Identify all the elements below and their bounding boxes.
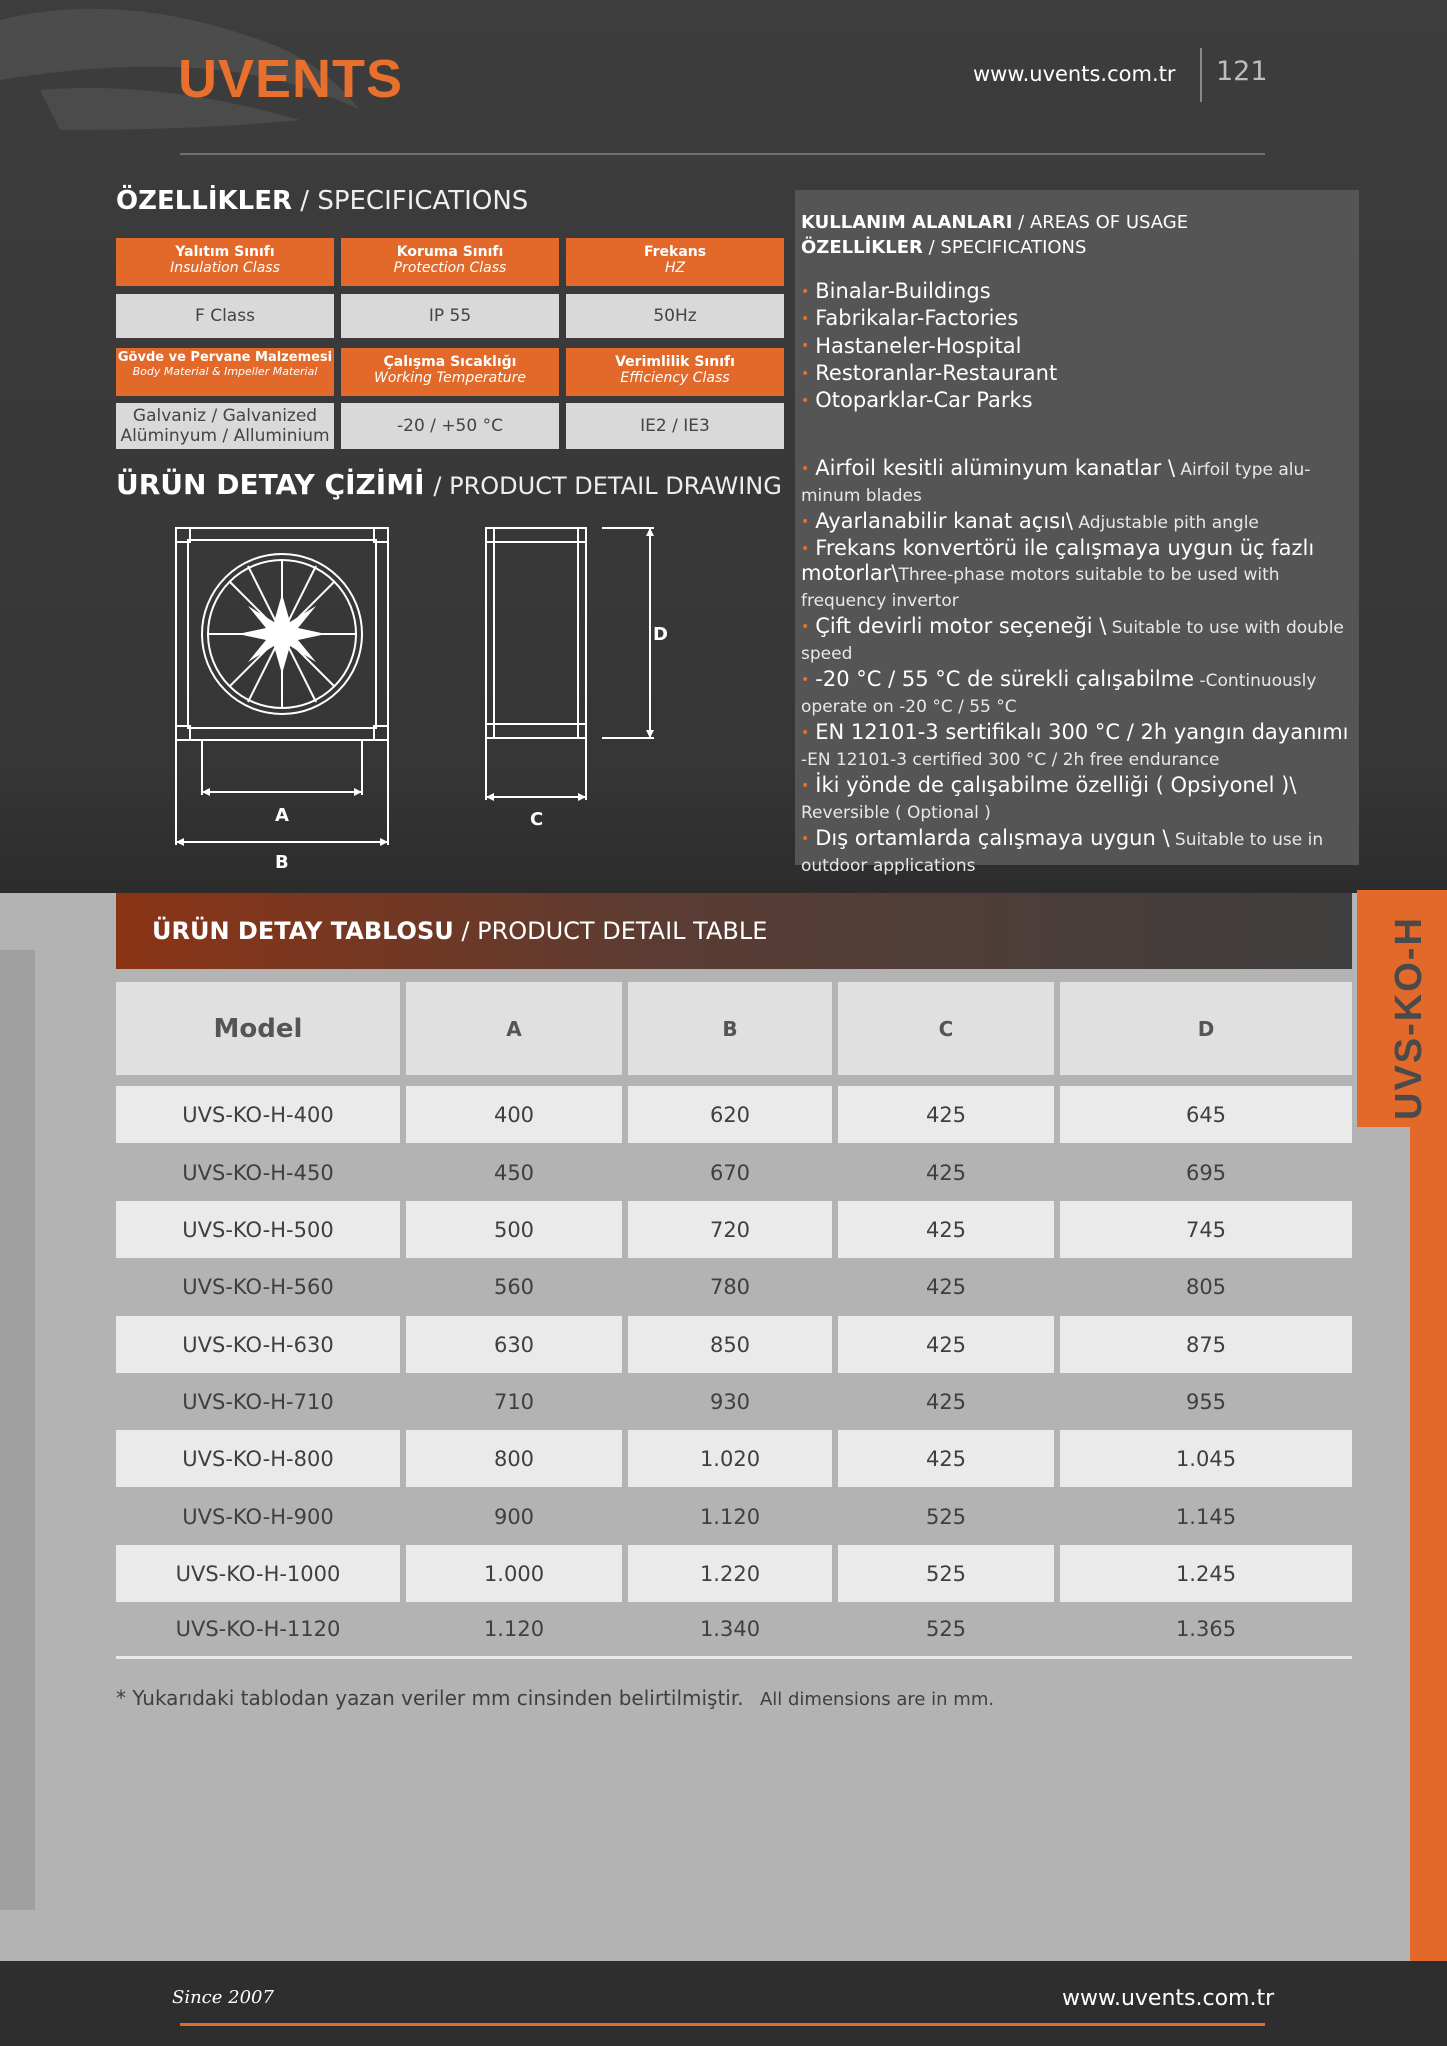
table-cell-a: 1.120 — [483, 1617, 545, 1641]
table-cell-b: 780 — [709, 1275, 751, 1299]
table-cell-model: UVS-KO-H-800 — [116, 1430, 400, 1487]
table-cell-b: 670 — [709, 1161, 751, 1185]
spec-header-protection — [341, 238, 559, 286]
dim-label-b: B — [275, 852, 289, 873]
side-tab-label: UVS-KO-H — [1388, 916, 1430, 1120]
drawing-title-en: / PRODUCT DETAIL DRAWING — [433, 472, 782, 500]
feature-tr: EN 12101-3 sertifikalı 300 °C / 2h yangın dayanımı — [815, 720, 1349, 745]
table-cell-a: 450 — [493, 1161, 535, 1185]
spec-value-efficiency: IE2 / IE3 — [566, 403, 784, 449]
spec-header-tr: Koruma Sınıfı — [396, 244, 504, 260]
table-cell-a: 710 — [493, 1390, 535, 1414]
dim-label-a: A — [275, 805, 289, 826]
feature-en: -EN 12101-3 certified 300 °C / 2h free endurance — [801, 750, 1220, 771]
table-cell-d: 1.045 — [1060, 1430, 1352, 1487]
table-header-model: Model — [116, 982, 400, 1075]
feature-tr: Ayarlanabilir kanat açısı\ — [815, 509, 1074, 534]
bullet-icon: • — [801, 365, 810, 382]
table-cell-b: 930 — [709, 1390, 751, 1414]
table-cell-c: 425 — [838, 1086, 1054, 1143]
feature-en: Adjustable pith angle — [1073, 513, 1259, 534]
feature-en: -Continuously operate on -20 °C / 55 °C — [801, 671, 1317, 718]
spec-header-insulation — [116, 238, 334, 286]
bullet-icon: • — [801, 619, 810, 636]
table-bottom-rule — [116, 1656, 1352, 1659]
table-cell-d: 695 — [1185, 1161, 1227, 1185]
list-item — [801, 387, 1353, 414]
specs-title — [116, 186, 528, 216]
table-cell-c: 425 — [838, 1316, 1054, 1373]
table-cell-d: 1.245 — [1060, 1545, 1352, 1602]
feature-en: Three-phase motors suitable to be used with frequency invertor — [801, 565, 1280, 612]
table-cell-b: 720 — [628, 1201, 832, 1258]
spec-header-efficiency — [566, 348, 784, 396]
usage-area: Hastaneler-Hospital — [815, 333, 1022, 358]
feature-tr: -20 °C / 55 °C de sürekli çalışabilme — [815, 667, 1195, 692]
table-cell-c: 525 — [925, 1505, 967, 1529]
table-cell-model: UVS-KO-H-450 — [182, 1161, 334, 1185]
bullet-icon: • — [801, 392, 810, 409]
table-cell-d: 745 — [1060, 1201, 1352, 1258]
table-cell-model: UVS-KO-H-710 — [182, 1390, 334, 1414]
usage-area: Otoparklar-Car Parks — [815, 388, 1033, 412]
spec-header-tr: Yalıtım Sınıfı — [175, 244, 275, 260]
brand-logo[interactable]: UVENTS — [178, 49, 404, 109]
table-cell-b: 1.220 — [628, 1545, 832, 1602]
list-item — [801, 720, 1353, 772]
header-divider — [1200, 48, 1202, 102]
table-cell-b: 1.120 — [699, 1505, 761, 1529]
table-cell-d: 1.365 — [1175, 1617, 1237, 1641]
bullet-icon: • — [801, 778, 810, 795]
table-note — [116, 1686, 994, 1710]
table-cell-d: 955 — [1185, 1390, 1227, 1414]
table-cell-d: 645 — [1060, 1086, 1352, 1143]
bullet-icon: • — [801, 461, 810, 478]
list-item — [801, 360, 1353, 387]
table-cell-a: 800 — [406, 1430, 622, 1487]
footer-rule — [180, 2023, 1265, 2026]
feature-en: Reversible ( Optional ) — [801, 803, 991, 824]
spec-header-tr: Gövde ve Pervane Malzemesi — [117, 350, 333, 365]
table-cell-model: UVS-KO-H-400 — [116, 1086, 400, 1143]
table-cell-b: 1.020 — [628, 1430, 832, 1487]
specs-title-en: / SPECIFICATIONS — [300, 186, 529, 216]
table-cell-a: 900 — [493, 1505, 535, 1529]
list-item — [801, 614, 1353, 666]
usage-area: Fabrikalar-Factories — [815, 306, 1019, 331]
table-title-en: / PRODUCT DETAIL TABLE — [461, 917, 768, 945]
bullet-icon: • — [801, 514, 810, 531]
dim-label-d: D — [653, 624, 668, 645]
spec-header-en: Body Material & Impeller Material — [132, 365, 318, 378]
table-cell-c: 425 — [925, 1390, 967, 1414]
feature-tr: Airfoil kesitli alüminyum kanatlar \ — [815, 456, 1176, 481]
list-item — [801, 305, 1353, 332]
table-cell-d: 1.145 — [1175, 1505, 1237, 1529]
table-title-banner — [116, 893, 1352, 969]
table-header-a: A — [406, 982, 622, 1075]
spec-header-en: HZ — [664, 260, 686, 276]
drawing-title-tr: ÜRÜN DETAY ÇİZİMİ — [116, 468, 425, 501]
table-cell-a: 560 — [493, 1275, 535, 1299]
header-website-link[interactable]: www.uvents.com.tr — [973, 62, 1176, 86]
table-cell-d: 875 — [1060, 1316, 1352, 1373]
table-header-c: C — [838, 982, 1054, 1075]
table-cell-c: 425 — [838, 1430, 1054, 1487]
table-cell-a: 1.000 — [406, 1545, 622, 1602]
spec-header-frequency — [566, 238, 784, 286]
table-cell-model: UVS-KO-H-1120 — [175, 1617, 341, 1641]
table-cell-b: 1.340 — [699, 1617, 761, 1641]
table-note-tr: * Yukarıdaki tablodan yazan veriler mm cinsinden belirtilmiştir. — [116, 1686, 744, 1710]
list-item — [801, 456, 1353, 508]
usage-subheading-tr: ÖZELLİKLER — [801, 237, 923, 258]
table-cell-c: 525 — [838, 1545, 1054, 1602]
bullet-icon: • — [801, 725, 810, 742]
list-item — [801, 667, 1353, 719]
bullet-icon: • — [801, 541, 810, 558]
bullet-icon: • — [801, 338, 810, 355]
usage-areas-list — [801, 278, 1353, 414]
list-item — [801, 509, 1353, 535]
spec-header-en: Protection Class — [393, 260, 507, 276]
table-cell-model: UVS-KO-H-630 — [116, 1316, 400, 1373]
usage-heading — [801, 210, 1353, 235]
specs-title-tr: ÖZELLİKLER — [116, 186, 293, 216]
spec-header-en: Working Temperature — [373, 370, 526, 386]
side-frame — [486, 528, 586, 738]
list-item — [801, 826, 1353, 878]
table-cell-b: 850 — [628, 1316, 832, 1373]
dim-label-c: C — [530, 809, 544, 830]
spec-value-frequency: 50Hz — [566, 294, 784, 338]
table-title-tr: ÜRÜN DETAY TABLOSU — [152, 917, 454, 945]
feature-tr: Dış ortamlarda çalışmaya uygun \ — [815, 826, 1170, 851]
list-item — [801, 773, 1353, 825]
spec-header-tr: Frekans — [643, 244, 707, 260]
product-drawing — [150, 510, 670, 880]
fan-hub-icon — [238, 594, 326, 674]
table-cell-a: 630 — [406, 1316, 622, 1373]
usage-panel — [795, 190, 1359, 877]
table-cell-c: 425 — [925, 1275, 967, 1299]
usage-heading-tr: KULLANIM ALANLARI — [801, 212, 1013, 233]
table-cell-model: UVS-KO-H-900 — [182, 1505, 334, 1529]
since-signature: Since 2007 — [172, 1987, 274, 2008]
footer-website-link[interactable]: www.uvents.com.tr — [1062, 1986, 1275, 2011]
feature-tr: Çift devirli motor seçeneği \ — [815, 614, 1107, 639]
usage-subheading-en: / SPECIFICATIONS — [928, 237, 1087, 258]
feature-en: Airfoil type alu-minum blades — [801, 460, 1311, 507]
feature-en: Suitable to use with double speed — [801, 618, 1344, 665]
bullet-icon: • — [801, 672, 810, 689]
bullet-icon: • — [801, 283, 810, 300]
table-cell-model: UVS-KO-H-1000 — [116, 1545, 400, 1602]
table-cell-model: UVS-KO-H-500 — [116, 1201, 400, 1258]
table-cell-c: 425 — [925, 1161, 967, 1185]
features-list — [801, 456, 1353, 878]
side-accent-bar — [1410, 1127, 1447, 1962]
page-number: 121 — [1216, 56, 1268, 87]
table-header-d: D — [1060, 982, 1352, 1075]
table-note-en: All dimensions are in mm. — [759, 1689, 995, 1710]
spec-header-temperature — [341, 348, 559, 396]
table-cell-c: 525 — [925, 1617, 967, 1641]
spec-value-insulation: F Class — [116, 294, 334, 338]
left-accent-bar — [0, 950, 35, 1910]
bullet-icon: • — [801, 831, 810, 848]
table-cell-d: 805 — [1185, 1275, 1227, 1299]
spec-header-tr: Verimlilik Sınıfı — [615, 354, 735, 370]
usage-subheading — [801, 235, 1353, 260]
table-cell-b: 620 — [628, 1086, 832, 1143]
feature-en: Suitable to use in outdoor applications — [801, 830, 1324, 877]
spec-value-protection: IP 55 — [341, 294, 559, 338]
spec-value-temperature: -20 / +50 °C — [341, 403, 559, 449]
spec-value-material: Galvaniz / Galvanized Alüminyum / Alluminium — [116, 403, 334, 449]
list-item — [801, 333, 1353, 360]
feature-tr: İki yönde de çalışabilme özelliği ( Opsiyonel )\ — [815, 773, 1297, 798]
spec-header-en: Insulation Class — [170, 260, 280, 276]
table-cell-a: 500 — [406, 1201, 622, 1258]
list-item — [801, 278, 1353, 305]
table-cell-model: UVS-KO-H-560 — [182, 1275, 334, 1299]
list-item — [801, 536, 1353, 613]
spec-header-tr: Çalışma Sıcaklığı — [383, 354, 517, 370]
drawing-title — [116, 468, 782, 501]
usage-area: Restoranlar-Restaurant — [815, 360, 1058, 385]
table-cell-a: 400 — [406, 1086, 622, 1143]
usage-area: Binalar-Buildings — [815, 279, 991, 303]
table-cell-c: 425 — [838, 1201, 1054, 1258]
bullet-icon: • — [801, 311, 810, 327]
usage-heading-en: / AREAS OF USAGE — [1018, 212, 1189, 233]
feature-tr: Frekans konvertörü ile çalışmaya uygun üç fazlı motorlar\ — [801, 536, 1315, 586]
spec-header-en: Efficiency Class — [620, 370, 730, 386]
table-header-b: B — [628, 982, 832, 1075]
spec-header-material — [116, 348, 334, 396]
header-rule — [180, 153, 1265, 155]
